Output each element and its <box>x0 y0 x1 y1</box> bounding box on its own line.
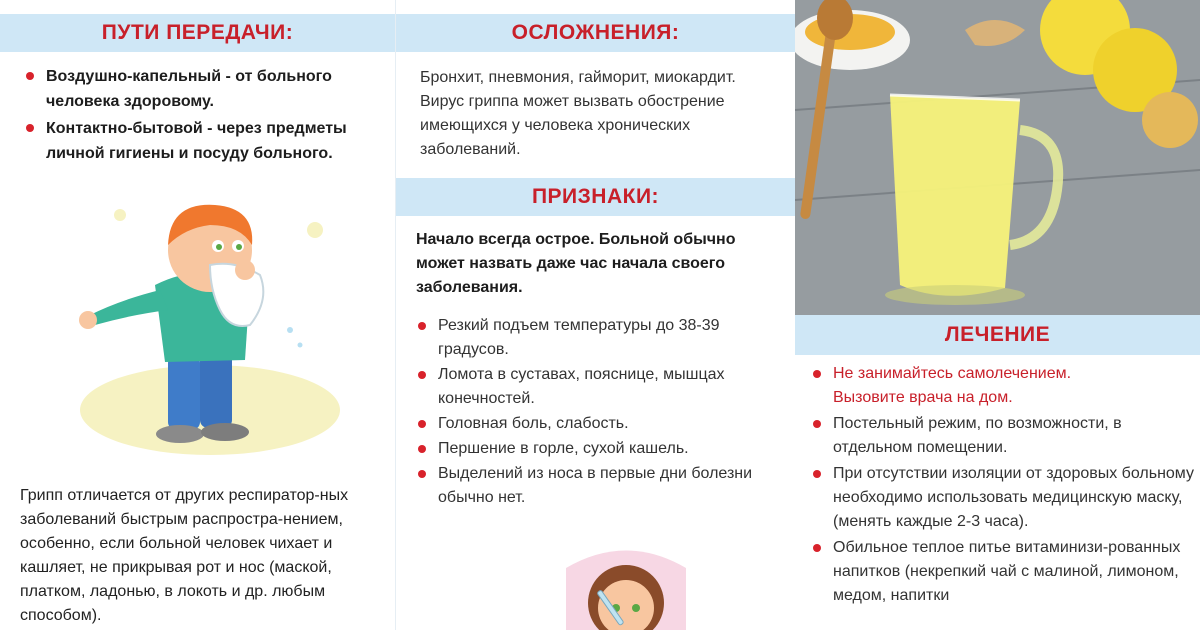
complications-text: Бронхит, пневмония, гайморит, миокардит. Вирус гриппа может вызвать обострение имеющихся у человека хронических заболеваний. <box>420 69 736 158</box>
treatment-list <box>811 362 1196 610</box>
treatment-item-drinks: Обильное теплое питье витаминизи-рованных напитков (некрепкий чай с малиной, лимоном, медом, напитки <box>811 536 1196 608</box>
treatment-warning-line1: Не занимайтесь самолечением. <box>833 365 1072 382</box>
complications-column <box>395 0 795 630</box>
sick-girl-illustration <box>556 528 696 630</box>
symptoms-list <box>416 314 786 511</box>
lemon-tea-photo <box>795 0 1200 315</box>
symptoms-intro: Начало всегда острое. Больной обычно может назвать даже час начала своего заболевания. <box>416 231 736 296</box>
treatment-title: ЛЕЧЕНИЕ <box>944 323 1051 346</box>
transmission-item-contact: Контактно-бытовой - через предметы личной гигиены и посуду больного. <box>24 116 384 166</box>
transmission-paragraph: Грипп отличается от других респиратор-ных заболеваний быстрым распростра-нением, особенно, если больной человек чихает и кашляет, не прикрывая рот и нос (маской, платком, ладонью, в локоть и др. любым способом). <box>20 487 349 624</box>
complications-header <box>396 14 795 52</box>
symptom-item-headache: Головная боль, слабость. <box>416 412 786 436</box>
symptom-item-aches: Ломота в суставах, пояснице, мышцах конечностей. <box>416 363 786 411</box>
symptoms-header <box>396 178 795 216</box>
treatment-item-warning <box>811 362 1196 410</box>
treatment-header <box>795 315 1200 355</box>
symptom-item-fever: Резкий подъем температуры до 38-39 градусов. <box>416 314 786 362</box>
transmission-column <box>0 0 395 630</box>
symptom-item-cough: Першение в горле, сухой кашель. <box>416 437 786 461</box>
symptom-item-nose: Выделений из носа в первые дни болезни обычно нет. <box>416 462 786 510</box>
complications-title: ОСЛОЖНЕНИЯ: <box>511 21 680 44</box>
treatment-item-bedrest: Постельный режим, по возможности, в отдельном помещении. <box>811 412 1196 460</box>
treatment-column <box>795 0 1200 630</box>
transmission-item-airborne: Воздушно-капельный - от больного человека здоровому. <box>24 64 384 114</box>
treatment-item-mask: При отсутствии изоляции от здоровых больному необходимо использовать медицинскую маску, (менять каждые 2-3 часа). <box>811 462 1196 534</box>
symptoms-title: ПРИЗНАКИ: <box>531 185 660 208</box>
transmission-header <box>0 14 395 52</box>
treatment-warning-line2: Вызовите врача на дом. <box>833 389 1013 406</box>
sneezing-boy-illustration <box>60 190 360 460</box>
transmission-list <box>24 64 384 168</box>
transmission-title: ПУТИ ПЕРЕДАЧИ: <box>101 21 294 44</box>
